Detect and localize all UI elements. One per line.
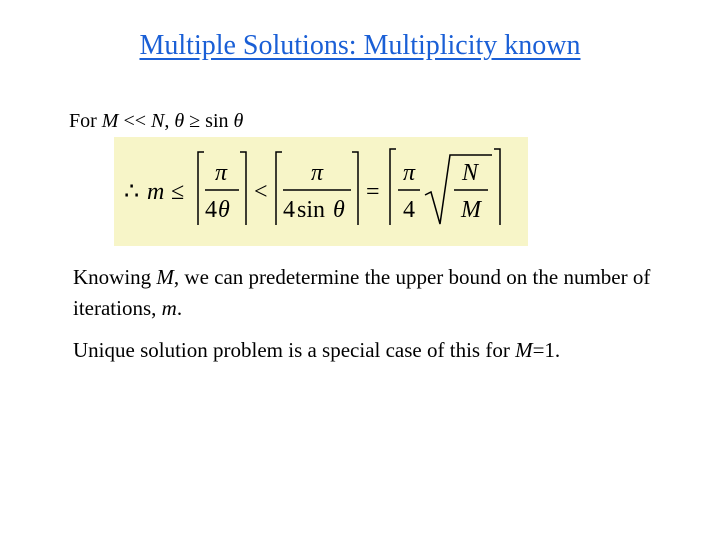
ceiling-1 — [198, 152, 246, 225]
condition-prefix: For — [69, 110, 102, 132]
ceiling-3 — [390, 149, 500, 225]
var-m: M — [156, 265, 174, 289]
comma: , — [164, 110, 175, 132]
pi-numerator: π — [310, 160, 324, 186]
var-m: m — [147, 179, 165, 205]
denominator-coef: 4 — [205, 197, 217, 223]
ceil-left-bracket-1 — [198, 152, 204, 225]
var-iterations: m — [161, 296, 177, 320]
var-n: N — [461, 160, 479, 186]
theta-symbol-2: θ — [233, 110, 244, 132]
var-m: M — [461, 197, 481, 223]
ceil-right-bracket-1 — [240, 152, 246, 225]
paragraph-iterations — [73, 262, 673, 324]
sin-function: sin — [297, 197, 326, 223]
theta-symbol: θ — [174, 110, 185, 132]
theta-symbol: θ — [333, 197, 345, 223]
ceil-right-bracket-3 — [494, 149, 500, 225]
ceiling-2 — [276, 152, 358, 225]
para-text: Unique solution problem is a special case of this for — [73, 338, 516, 362]
leq-symbol: ≤ — [171, 179, 185, 205]
less-than-symbol: < — [254, 179, 268, 205]
condition-line — [69, 110, 243, 133]
theta-symbol: θ — [218, 197, 230, 223]
para-text: , we can predetermine the upper bound on the number of iterations, — [73, 265, 651, 320]
paragraph-unique-solution — [73, 335, 673, 366]
ceil-right-bracket-2 — [352, 152, 358, 225]
var-n: N — [151, 110, 165, 132]
var-m: M — [515, 338, 533, 362]
para-text: . — [176, 296, 183, 320]
formula-box — [114, 137, 528, 246]
pi-numerator: π — [402, 160, 416, 186]
denominator-coef: 4 — [283, 197, 295, 223]
para-text: Knowing — [73, 265, 157, 289]
ceil-left-bracket-2 — [276, 152, 282, 225]
geq-sin: ≥ sin — [184, 110, 234, 132]
var-m: M — [101, 110, 119, 132]
slide-title: Multiple Solutions: Multiplicity known — [139, 30, 581, 61]
denominator-coef: 4 — [403, 197, 415, 223]
pi-numerator: π — [214, 160, 228, 186]
therefore-symbol: ∴ — [124, 179, 140, 205]
ceiling-bound-formula — [114, 137, 528, 246]
much-less-than: << — [118, 110, 152, 132]
ceil-left-bracket-3 — [390, 149, 396, 225]
equals-symbol: = — [366, 179, 380, 205]
para-text: =1. — [532, 338, 561, 362]
